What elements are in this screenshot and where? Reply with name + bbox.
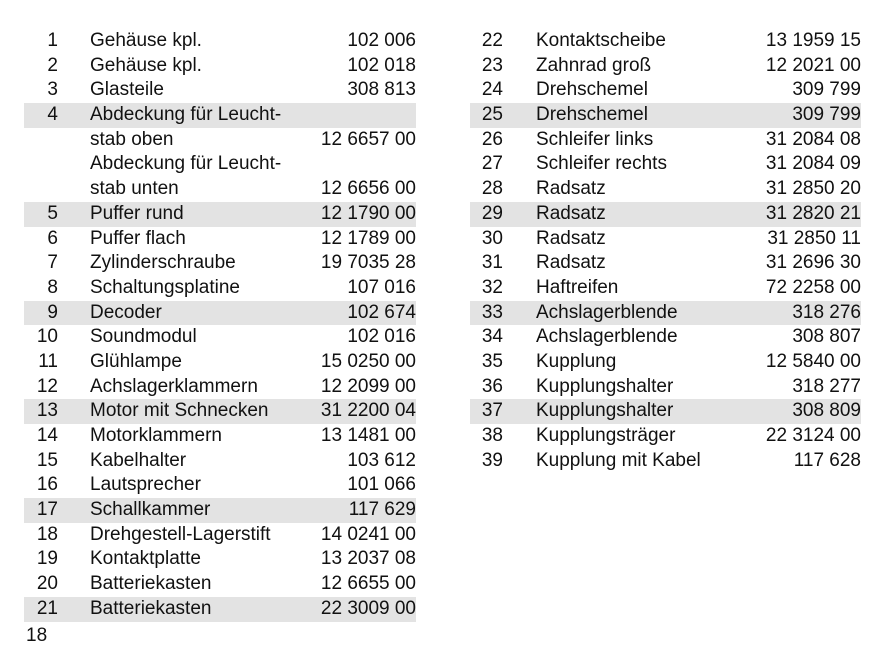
- part-number: 102 674: [347, 301, 416, 323]
- part-name: Batteriekasten: [90, 573, 212, 595]
- parts-row: [470, 202, 861, 227]
- part-name: Radsatz: [536, 202, 606, 224]
- part-name: Soundmodul: [90, 326, 197, 348]
- part-name: Achslagerklammern: [90, 375, 258, 397]
- part-number: 12 2021 00: [765, 54, 861, 76]
- item-number: 19: [36, 548, 58, 570]
- part-name: Kupplung: [536, 350, 617, 372]
- part-name: Abdeckung für Leucht-: [90, 104, 282, 126]
- part-number: 102 016: [347, 326, 416, 348]
- part-number: 308 807: [792, 326, 861, 348]
- part-name: Kupplungshalter: [536, 400, 674, 422]
- part-number: 12 6657 00: [320, 128, 416, 150]
- part-name: Puffer rund: [90, 202, 184, 224]
- parts-row: [24, 103, 416, 128]
- item-number: 23: [481, 54, 503, 76]
- parts-row: [24, 276, 416, 301]
- part-number: 102 006: [347, 30, 416, 51]
- part-number: 31 2820 21: [765, 202, 861, 224]
- part-name: Haftreifen: [536, 276, 619, 298]
- parts-row: [24, 202, 416, 227]
- parts-row: [470, 177, 861, 202]
- part-number: 101 066: [347, 474, 416, 496]
- item-number: 29: [481, 202, 503, 224]
- item-number: 13: [36, 400, 58, 422]
- part-number: 14 0241 00: [320, 523, 416, 545]
- part-number: 31 2200 04: [320, 400, 416, 422]
- parts-row: [24, 29, 416, 54]
- item-number: 5: [47, 202, 58, 224]
- item-number: 36: [481, 375, 503, 397]
- part-number: 31 2696 30: [765, 252, 861, 274]
- item-number: 10: [36, 326, 58, 348]
- part-name: Zahnrad groß: [536, 54, 652, 76]
- part-name: Decoder: [90, 301, 162, 323]
- part-name: Abdeckung für Leucht-: [90, 153, 282, 175]
- part-name: Radsatz: [536, 178, 606, 200]
- part-number: 15 0250 00: [320, 350, 416, 372]
- item-number: 24: [481, 79, 503, 101]
- parts-row: [24, 572, 416, 597]
- parts-row: [470, 276, 861, 301]
- part-number: 309 799: [792, 79, 861, 101]
- part-name: Schallkammer: [90, 499, 211, 521]
- item-number: 27: [481, 153, 503, 175]
- parts-row: [24, 449, 416, 474]
- part-name: Schleifer rechts: [536, 153, 667, 175]
- item-number: 31: [481, 252, 503, 274]
- part-number: 22 3124 00: [765, 425, 861, 446]
- item-number: 18: [36, 523, 58, 545]
- part-name: Motor mit Schnecken: [90, 400, 269, 422]
- item-number: 33: [481, 301, 503, 323]
- parts-list-left: [24, 29, 416, 622]
- part-number: 31 2850 11: [767, 227, 861, 249]
- item-number: 34: [481, 326, 503, 348]
- parts-row: [470, 251, 861, 276]
- parts-row: [470, 399, 861, 424]
- part-name: Achslagerblende: [536, 326, 678, 348]
- part-number: 117 629: [348, 499, 416, 521]
- part-number: 19 7035 28: [320, 252, 416, 274]
- parts-row: [470, 128, 861, 153]
- part-name: Kontaktplatte: [90, 548, 201, 570]
- item-number: 21: [36, 597, 58, 619]
- item-number: 7: [47, 252, 58, 274]
- item-number: 22: [481, 30, 503, 51]
- item-number: 6: [47, 227, 58, 249]
- part-name: Kupplungshalter: [536, 375, 674, 397]
- parts-row: [470, 54, 861, 79]
- item-number: 26: [481, 128, 503, 150]
- parts-row: [470, 375, 861, 400]
- part-number: 308 809: [792, 400, 861, 422]
- part-number: 31 2084 08: [765, 128, 861, 150]
- item-number: 17: [36, 499, 58, 521]
- part-number: 12 1789 00: [320, 227, 416, 249]
- part-number: 31 2850 20: [765, 178, 861, 200]
- part-number: 309 799: [792, 104, 861, 126]
- parts-row: [470, 152, 861, 177]
- parts-row: [24, 301, 416, 326]
- parts-row: [470, 29, 861, 54]
- part-name: Schleifer links: [536, 128, 654, 150]
- item-number: 11: [38, 350, 58, 372]
- parts-row: [24, 177, 416, 202]
- part-name: stab unten: [90, 178, 179, 200]
- parts-row: [470, 424, 861, 449]
- parts-list-right: [470, 29, 861, 473]
- parts-row: [470, 449, 861, 474]
- part-number: 12 1790 00: [320, 202, 416, 224]
- parts-row: [470, 103, 861, 128]
- item-number: 39: [481, 449, 503, 471]
- part-name: Kupplungsträger: [536, 425, 676, 446]
- part-name: Achslagerblende: [536, 301, 678, 323]
- parts-row: [24, 498, 416, 523]
- part-name: Drehgestell-Lagerstift: [90, 523, 271, 545]
- parts-row: [470, 301, 861, 326]
- parts-row: [470, 350, 861, 375]
- parts-row: [24, 350, 416, 375]
- item-number: 3: [47, 79, 58, 101]
- part-name: Drehschemel: [536, 104, 648, 126]
- parts-row: [24, 325, 416, 350]
- parts-row: [470, 78, 861, 103]
- item-number: 8: [47, 276, 58, 298]
- item-number: 15: [36, 449, 58, 471]
- item-number: 35: [481, 350, 503, 372]
- item-number: 4: [47, 104, 58, 126]
- part-number: 12 6655 00: [320, 573, 416, 595]
- item-number: 2: [47, 54, 58, 76]
- parts-row: [470, 227, 861, 252]
- item-number: 28: [481, 178, 503, 200]
- part-number: 308 813: [347, 79, 416, 101]
- item-number: 9: [47, 301, 58, 323]
- part-number: 22 3009 00: [320, 597, 416, 619]
- parts-row: [24, 375, 416, 400]
- part-name: Schaltungsplatine: [90, 276, 240, 298]
- parts-row: [24, 424, 416, 449]
- item-number: 1: [47, 30, 58, 51]
- page-number: 18: [26, 625, 48, 646]
- parts-row: [24, 399, 416, 424]
- part-number: 117 628: [793, 449, 861, 471]
- item-number: 32: [481, 276, 503, 298]
- part-name: Kabelhalter: [90, 449, 187, 471]
- part-number: 12 5840 00: [765, 350, 861, 372]
- part-name: Kupplung mit Kabel: [536, 449, 701, 471]
- parts-row: [24, 128, 416, 153]
- part-number: 107 016: [347, 276, 416, 298]
- parts-row: [24, 523, 416, 548]
- parts-row: [24, 547, 416, 572]
- parts-row: [24, 251, 416, 276]
- part-number: 13 1959 15: [765, 30, 861, 51]
- part-number: 13 2037 08: [320, 548, 416, 570]
- item-number: 37: [481, 400, 503, 422]
- part-name: Zylinderschraube: [90, 252, 236, 274]
- part-name: Batteriekasten: [90, 597, 212, 619]
- part-name: Gehäuse kpl.: [90, 54, 202, 76]
- parts-row: [24, 152, 416, 177]
- parts-row: [24, 78, 416, 103]
- part-number: 318 276: [792, 301, 861, 323]
- item-number: 16: [36, 474, 58, 496]
- item-number: 14: [36, 425, 58, 446]
- part-name: Drehschemel: [536, 79, 648, 101]
- parts-row: [24, 54, 416, 79]
- item-number: 30: [481, 227, 503, 249]
- part-number: 31 2084 09: [765, 153, 861, 175]
- part-name: Gehäuse kpl.: [90, 30, 202, 51]
- part-name: Radsatz: [536, 227, 606, 249]
- item-number: 25: [481, 104, 503, 126]
- part-name: Lautsprecher: [90, 474, 201, 496]
- parts-row: [470, 325, 861, 350]
- item-number: 20: [36, 573, 58, 595]
- item-number: 38: [481, 425, 503, 446]
- part-name: Glühlampe: [90, 350, 182, 372]
- item-number: 12: [36, 375, 58, 397]
- part-number: 72 2258 00: [765, 276, 861, 298]
- parts-row: [24, 473, 416, 498]
- part-name: stab oben: [90, 128, 174, 150]
- part-number: 103 612: [347, 449, 416, 471]
- part-number: 318 277: [792, 375, 861, 397]
- parts-row: [24, 227, 416, 252]
- parts-row: [24, 597, 416, 622]
- part-name: Motorklammern: [90, 425, 222, 446]
- part-number: 102 018: [347, 54, 416, 76]
- part-name: Puffer flach: [90, 227, 186, 249]
- part-name: Kontaktscheibe: [536, 30, 666, 51]
- part-number: 12 6656 00: [320, 178, 416, 200]
- part-number: 12 2099 00: [320, 375, 416, 397]
- part-number: 13 1481 00: [320, 425, 416, 446]
- part-name: Radsatz: [536, 252, 606, 274]
- part-name: Glasteile: [90, 79, 164, 101]
